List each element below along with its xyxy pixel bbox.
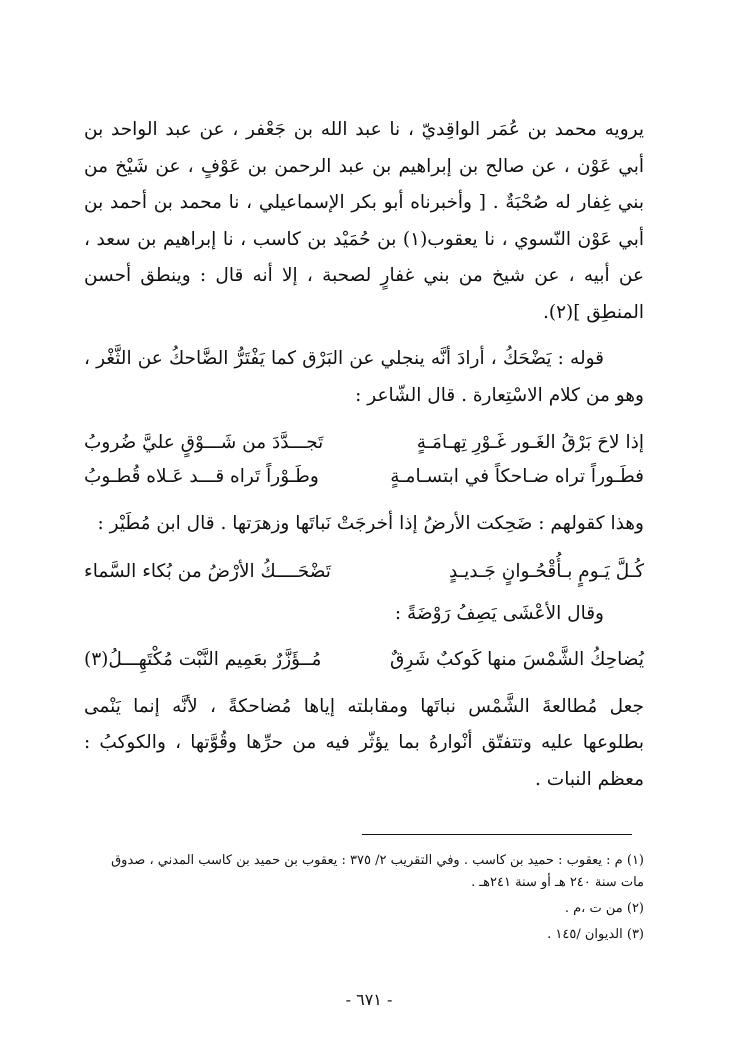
paragraph-comparison: وهذا كقولهم : ضَحِكت الأرضُ إذا أخرجَتْ نَباتَها وزهرَتها . قال ابن مُطَيْر : [97, 513, 644, 534]
footnote: (٣) الديوان /١٤٥ . [547, 927, 644, 942]
paragraph-commentary: قوله : يَضْحَكُ ، أرادَ أنَّه ينجلي عن البَرْق كما يَفْتَرُّ الضَّاحكُ عن الثَّغْر ، وهو من كلام الاسْتِعارة . قال الشّاعر : [84, 348, 644, 406]
verse-hemistich-second: وطَـوْراً تَراه قـــد عَـلاه قُطـوبُ [84, 466, 319, 487]
verse-line [84, 643, 644, 677]
paragraph-explanation: جعل مُطالعةَ الشَّمْس نباتَها ومقابلته إياها مُضاحكةً ، لأنَّه إنما يَنْمى بطلوعها عليه وتتفتّق أنْوارهُ بما يؤثّر فيه من حرِّها وقُوَّتها ، والكوكبُ : معظم النبات . [84, 695, 644, 790]
verse-hemistich-first: فطَـوراً تراه ضـاحكاً في ابتسـامـةٍ [390, 466, 644, 487]
footnote: (٢) من ت ،م . [564, 901, 644, 916]
page-number: - ٦٧١ - [345, 990, 393, 1009]
verse-hemistich-first: إذا لاحَ بَرْقُ الغَـور غَـوْرِ تِهـامَـةٍ [416, 432, 644, 453]
verse-block [84, 426, 644, 494]
verse-hemistich-second: تَجـــدَّدَ من شَـــوْقٍ عليَّ ضُروبُ [84, 432, 324, 453]
verse-hemistich-first: يُضاحِكُ الشَّمْسَ منها كَوكبٌ شَرِقٌ [390, 648, 644, 670]
verse-line [84, 460, 644, 494]
main-text [84, 112, 644, 798]
verse-hemistich-second: مُــؤَزَّرٌ بعَمِيم النَّبْت مُكْتَهِـــلُ(٣) [84, 648, 322, 670]
verse-line [84, 555, 644, 589]
paragraph-isnad: يرويه محمد بن عُمَر الواقِديّ ، نا عبد الله بن جَعْفر ، عن عبد الواحد بن أبي عَوْن ، عن صالح بن إبراهيم بن عبد الرحمن بن عَوْفٍ ، عن شَيْخ من بني غِفار له صُحْبَةٌ . [ وأخبرناه أبو بكر الإسماعيلي ، نا محمد بن أحمد بن أبي عَوْن النّسوي ، نا يعقوب(١) بن حُمَيْد بن كاسب ، نا إبراهيم بن سعد ، عن أبيه ، عن شيخ من بني غفارٍ لصحبة ، إلا أنه قال : وينطق أحسن المنطِق ](٢). [84, 119, 644, 323]
footnotes [84, 850, 644, 946]
verse-intro: وقال الأعْشَى يَصِفُ رَوْضَةً : [394, 602, 604, 624]
verse-hemistich-first: كُـلَّ يَـومٍ بـأُقْحُـوانٍ جَـديـدٍ [449, 560, 644, 582]
footnote-divider [362, 834, 632, 835]
verse-hemistich-second: تَضْحَــــكُ الأرْضُ من بُكاء السَّماء [84, 560, 331, 582]
verse-line [84, 426, 644, 460]
footnote: (١) م : يعقوب : حميد بن كاسب . وفي التقريب ٢/ ٣٧٥ : يعقوب بن حميد بن كاسب المدني ، صدوق مات سنة ٢٤٠ هـ أو سنة ٢٤١هـ . [111, 853, 644, 890]
